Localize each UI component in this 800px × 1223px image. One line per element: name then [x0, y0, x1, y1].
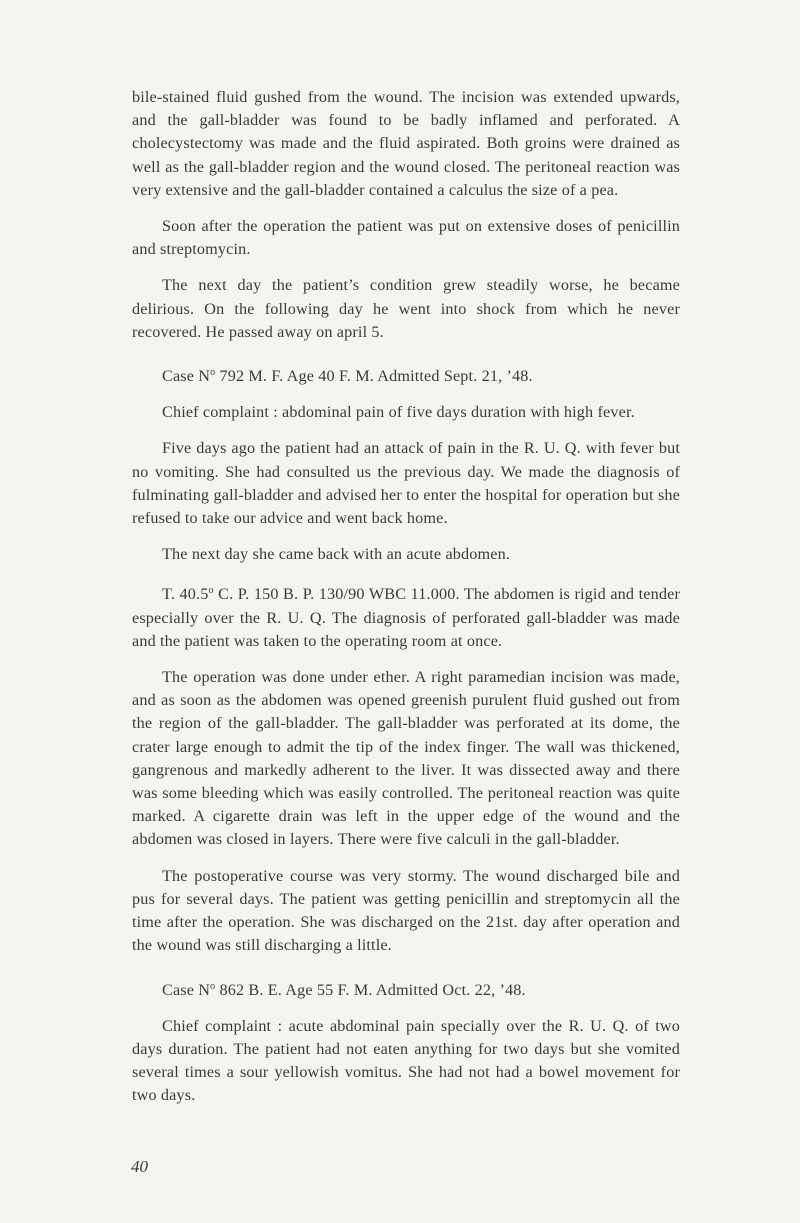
case-792-operation: The operation was done under ether. A right paramedian incision was made, and as soon as the abdomen was opened greenish purulent fluid gushed out from the region of the gall-bladder. The gall-bladder was perforated at its dome, the crater large enough to admit the tip of the index finger. The wall was thickened, gangrenous and markedly adherent to the liver. It was dissected away and there was some bleeding which was easily controlled. The peritoneal reaction was quite marked. A cigarette drain was left in the upper edge of the wound and the abdomen was closed in layers. There were five calculi in the gall-bladder. [132, 668, 680, 849]
case-792-complaint: Chief complaint : abdominal pain of five days duration with high fever. [162, 403, 635, 422]
case-792-postoperative: The postoperative course was very stormy. The wound discharged bile and pus for several days. The patient was getting penicillin and streptomycin all the time after the operation. She was discharged on the 21st. day after operation and the wound was still discharging a little. [132, 866, 680, 955]
case-792-heading: Case $N^o$ 792 M. F. Age 40 F. M. Admitted Sept. 21, ’48. [162, 367, 533, 386]
case-792-return: The next day she came back with an acute abdomen. [162, 545, 511, 564]
case-792-vitals: T. 40.5$^o$ C. P. 150 B. P. 130/90 WBC 11.000. The abdomen is rigid and tender especially over the R. U. Q. The diagnosis of perforated gall-bladder was made and the patient was taken to the operating room at once. [132, 585, 680, 650]
paragraph-continuation: bile-stained fluid gushed from the wound. The incision was extended upwards, and the gall-bladder was found to be badly inflamed and perforated. A cholecystectomy was made and the fluid aspirated. Both groins were drained as well as the gall-bladder region and the wound closed. The peritoneal reaction was very extensive and the gall-bladder contained a calculus the size of a pea. [132, 88, 680, 199]
document-page [132, 86, 680, 1108]
case-862-complaint: Chief complaint : acute abdominal pain specially over the R. U. Q. of two days duration. The patient had not eaten anything for two days but she vomited several times a sour yellowish vomitus. She had not had a bowel movement for two days. [132, 1016, 680, 1105]
case-862-heading: Case $N^o$ 862 B. E. Age 55 F. M. Admitted Oct. 22, ’48. [162, 980, 526, 999]
page-number: 40 [131, 1157, 148, 1176]
paragraph-penicillin: Soon after the operation the patient was put on extensive doses of penicillin and streptomycin. [132, 217, 680, 259]
case-792-history: Five days ago the patient had an attack of pain in the R. U. Q. with fever but no vomiting. She had consulted us the previous day. We made the diagnosis of fulminating gall-bladder and advised her to enter the hospital for operation but she refused to take our advice and went back home. [132, 439, 680, 528]
paragraph-outcome: The next day the patient’s condition grew steadily worse, he became delirious. On the following day he went into shock from which he never recovered. He passed away on april 5. [132, 276, 680, 341]
